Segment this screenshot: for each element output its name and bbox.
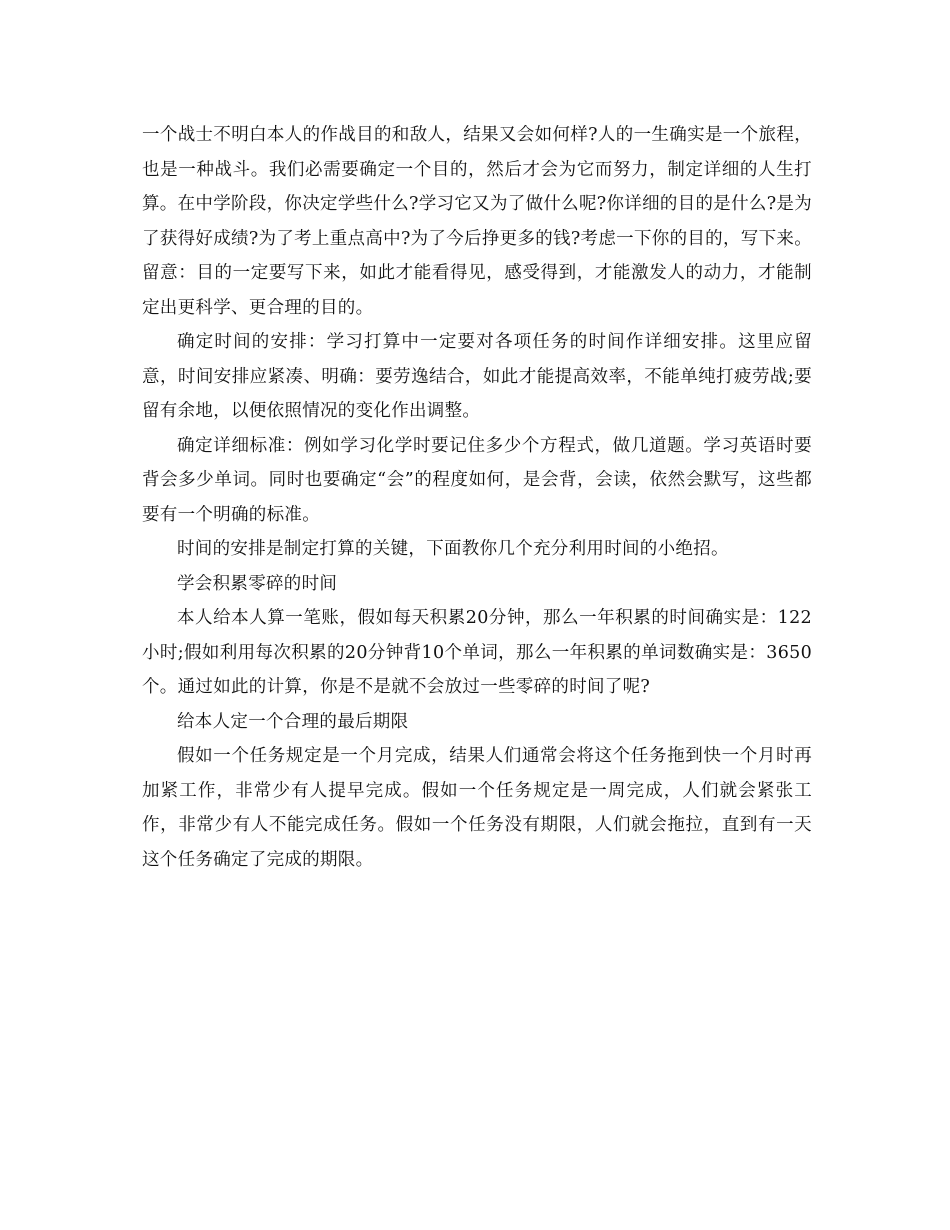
paragraph-time-key: 时间的安排是制定打算的关键，下面教你几个充分利用时间的小绝招。: [177, 539, 729, 559]
heading-deadline: 给本人定一个合理的最后期限: [177, 711, 409, 732]
paragraph-life-goal: 一个战士不明白本人的作战目的和敌人，结果又会如何样?人的一生确实是一个旅程，也是一种战斗。我们必需要确定一个目的，然后才会为它而努力，制定详细的人生打算。在中学阶段，你决定学些什么?学习它又为了做什么呢?你详细的目的是什么?是为了获得好成绩?为了考上重点高中?为了今后挣更多的钱?考虑一下你的目的，写下来。留意：目的一定要写下来，如此才能看得见，感受得到，才能激发人的动力，才能制定出更科学、更合理的目的。: [142, 125, 812, 318]
document-body: [142, 118, 812, 877]
paragraph-time-schedule: 确定时间的安排：学习打算中一定要对各项任务的时间作详细安排。这里应留意，时间安排应紧凑、明确：要劳逸结合，如此才能提高效率，不能单纯打疲劳战;要留有余地，以便依照情况的变化作出调整。: [142, 332, 812, 421]
paragraph-detailed-standard: 确定详细标准：例如学习化学时要记住多少个方程式，做几道题。学习英语时要背会多少单词。同时也要确定“会”的程度如何，是会背，会读，依然会默写，这些都要有一个明确的标准。: [142, 435, 812, 525]
paragraph-deadline: 假如一个任务规定是一个月完成，结果人们通常会将这个任务拖到快一个月时再加紧工作，非常少有人提早完成。假如一个任务规定是一周完成，人们就会紧张工作，非常少有人不能完成任务。假如一个任务没有期限，人们就会拖拉，直到有一天这个任务确定了完成的期限。: [142, 746, 812, 870]
heading-accumulate-time: 学会积累零碎的时间: [177, 573, 338, 594]
paragraph-accumulate-calc: 本人给本人算一笔账，假如每天积累20分钟，那么一年积累的时间确实是：122小时;假如利用每次积累的20分钟背10个单词，那么一年积累的单词数确实是：3650个。通过如此的计算，你是不是就不会放过一些零碎的时间了呢?: [142, 608, 812, 697]
